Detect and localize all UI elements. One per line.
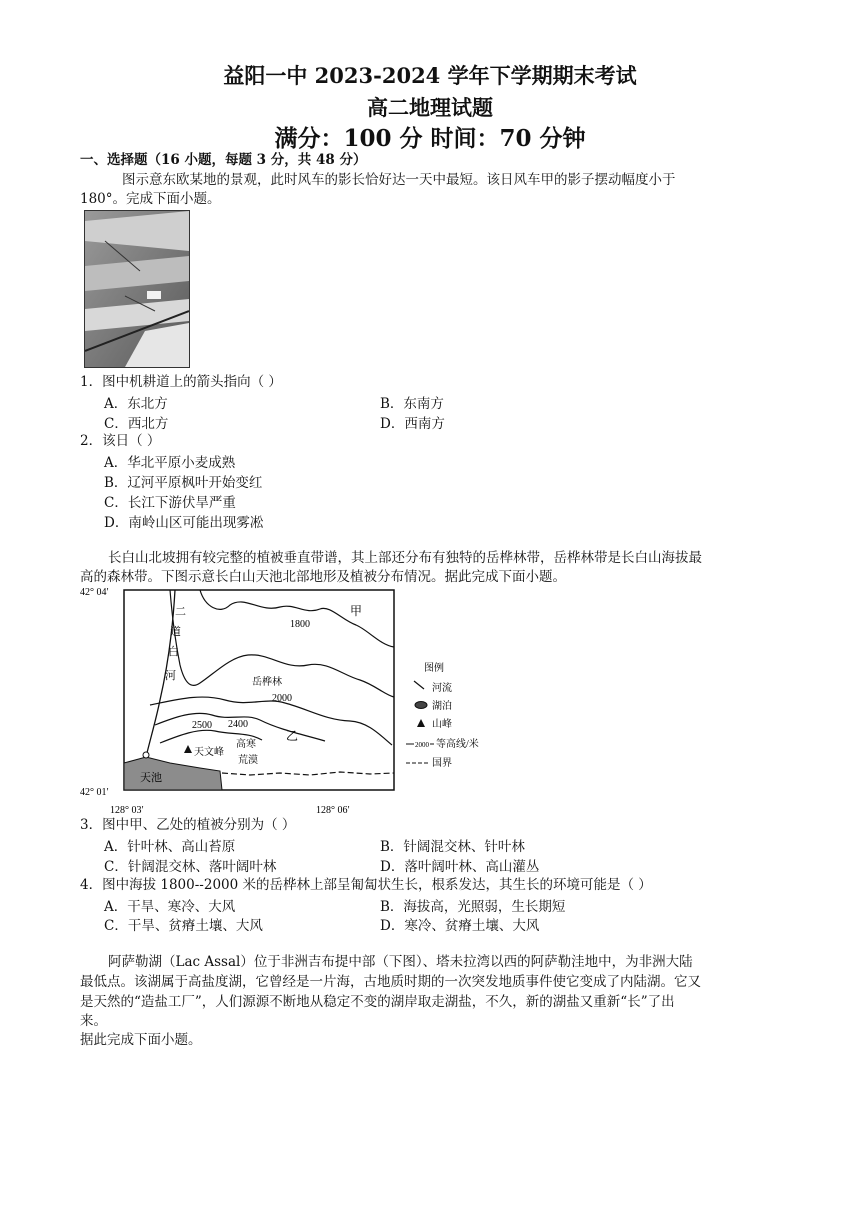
intro2-line1: 长白山北坡拥有较完整的植被垂直带谱，其上部还分布有独特的岳桦林带，岳桦林带是长白山海拔最 [108, 550, 702, 566]
map-river-char-2: 道 [170, 626, 181, 638]
q1-option-b[interactable]: B．东南方 [380, 396, 444, 412]
exam-meta: 满分：100 分 时间：70 分钟 [274, 125, 586, 152]
intro3-line2: 最低点。该湖属于高盐度湖，它曾经是一片海，古地质时期的一次突发地质事件使它变成了内陆湖。它又 [80, 974, 701, 990]
map-label-gaohan: 高寒 [236, 739, 256, 750]
q3-option-a[interactable]: A．针叶林、高山苔原 [104, 839, 236, 855]
intro1-line1: 图示意东欧某地的景观，此时风车的影长恰好达一天中最短。该日风车甲的影子摆动幅度小于 [122, 172, 676, 188]
map-lon-left: 128° 03′ [110, 805, 144, 816]
map-river-char-1: 二 [175, 606, 186, 618]
q4-option-b[interactable]: B．海拔高，光照弱，生长期短 [380, 899, 566, 915]
q1-option-c[interactable]: C．西北方 [104, 416, 169, 432]
map-lon-right: 128° 06′ [316, 805, 350, 816]
map-label-huangmo: 荒漠 [238, 755, 258, 766]
q3-option-d[interactable]: D．落叶阔叶林、高山灌丛 [380, 859, 540, 875]
q3-option-b[interactable]: B．针阔混交林、针叶林 [380, 839, 525, 855]
intro3-line4: 来。 [80, 1013, 107, 1029]
map-contour-2400: 2400 [228, 719, 248, 730]
intro3-line5: 据此完成下面小题。 [80, 1032, 202, 1048]
legend-river-icon [414, 681, 424, 689]
q3-stem: 3．图中甲、乙处的植被分别为（ ） [80, 817, 296, 833]
intro3-line3: 是天然的“造盐工厂”，人们源源不断地从稳定不变的湖岸取走湖盐，不久，新的湖盐又重新“长”了出 [80, 994, 675, 1010]
q4-stem: 4．图中海拔 1800--2000 米的岳桦林上部呈匍匐状生长，根系发达，其生长的环境可能是（ ） [80, 877, 652, 893]
q4-option-a[interactable]: A．干旱、寒冷、大风 [104, 899, 236, 915]
q2-option-b[interactable]: B．辽河平原枫叶开始变红 [104, 475, 263, 491]
legend-contour-label: 等高线/米 [436, 739, 479, 750]
q1-option-a[interactable]: A．东北方 [104, 396, 168, 412]
q2-option-c[interactable]: C．长江下游伏旱严重 [104, 495, 236, 511]
exam-subtitle: 高二地理试题 [367, 95, 493, 120]
changbai-map [80, 585, 500, 820]
map-label-jia: 甲 [350, 604, 363, 618]
map-river-char-4: 河 [165, 670, 176, 682]
q2-stem: 2．该日（ ） [80, 433, 161, 449]
intro1-line2: 180°。完成下面小题。 [80, 191, 221, 207]
map-contour-2500: 2500 [192, 720, 212, 731]
map-contour-1800: 1800 [290, 619, 310, 630]
legend-lake-label: 湖泊 [432, 701, 452, 712]
intro3-line1: 阿萨勒湖（Lac Assal）位于非洲吉布提中部（下图）、塔未拉湾以西的阿萨勒洼地中，为非洲大陆 [108, 954, 693, 970]
map-contour-2000: 2000 [272, 693, 292, 704]
map-lat-bottom: 42° 01′ [80, 787, 109, 798]
exam-title: 益阳一中 2023-2024 学年下学期期末考试 [223, 63, 637, 88]
legend-lake-icon [415, 702, 427, 709]
q4-option-c[interactable]: C．干旱、贫瘠土壤、大风 [104, 918, 263, 934]
intro2-line2: 高的森林带。下图示意长白山天池北部地形及植被分布情况。据此完成下面小题。 [80, 569, 566, 585]
legend-peak-label: 山峰 [432, 719, 452, 730]
q1-option-d[interactable]: D．西南方 [380, 416, 445, 432]
section-heading: 一、选择题（16 小题，每题 3 分，共 48 分） [80, 152, 367, 168]
q4-option-d[interactable]: D．寒冷、贫瘠土壤、大风 [380, 918, 540, 934]
q2-option-d[interactable]: D．南岭山区可能出现雾凇 [104, 515, 264, 531]
legend-border-label: 国界 [432, 758, 452, 769]
legend-contour-sample: 2000 [415, 741, 429, 749]
map-label-yi: 乙 [286, 729, 299, 743]
map-lat-top: 42° 04′ [80, 587, 109, 598]
legend-peak-icon [417, 719, 425, 727]
q2-option-a[interactable]: A．华北平原小麦成熟 [104, 455, 236, 471]
map-label-yuehualin: 岳桦林 [252, 677, 282, 688]
q1-stem: 1．图中机耕道上的箭头指向（ ） [80, 374, 282, 390]
q3-option-c[interactable]: C．针阔混交林、落叶阔叶林 [104, 859, 277, 875]
windmill-landscape-photo [84, 210, 190, 368]
map-river-char-3: 白 [168, 646, 179, 658]
map-peak-label: 天文峰 [194, 747, 224, 758]
legend-title: 图例 [424, 663, 444, 674]
map-label-tianchi: 天池 [140, 772, 162, 784]
legend-river-label: 河流 [432, 683, 452, 694]
